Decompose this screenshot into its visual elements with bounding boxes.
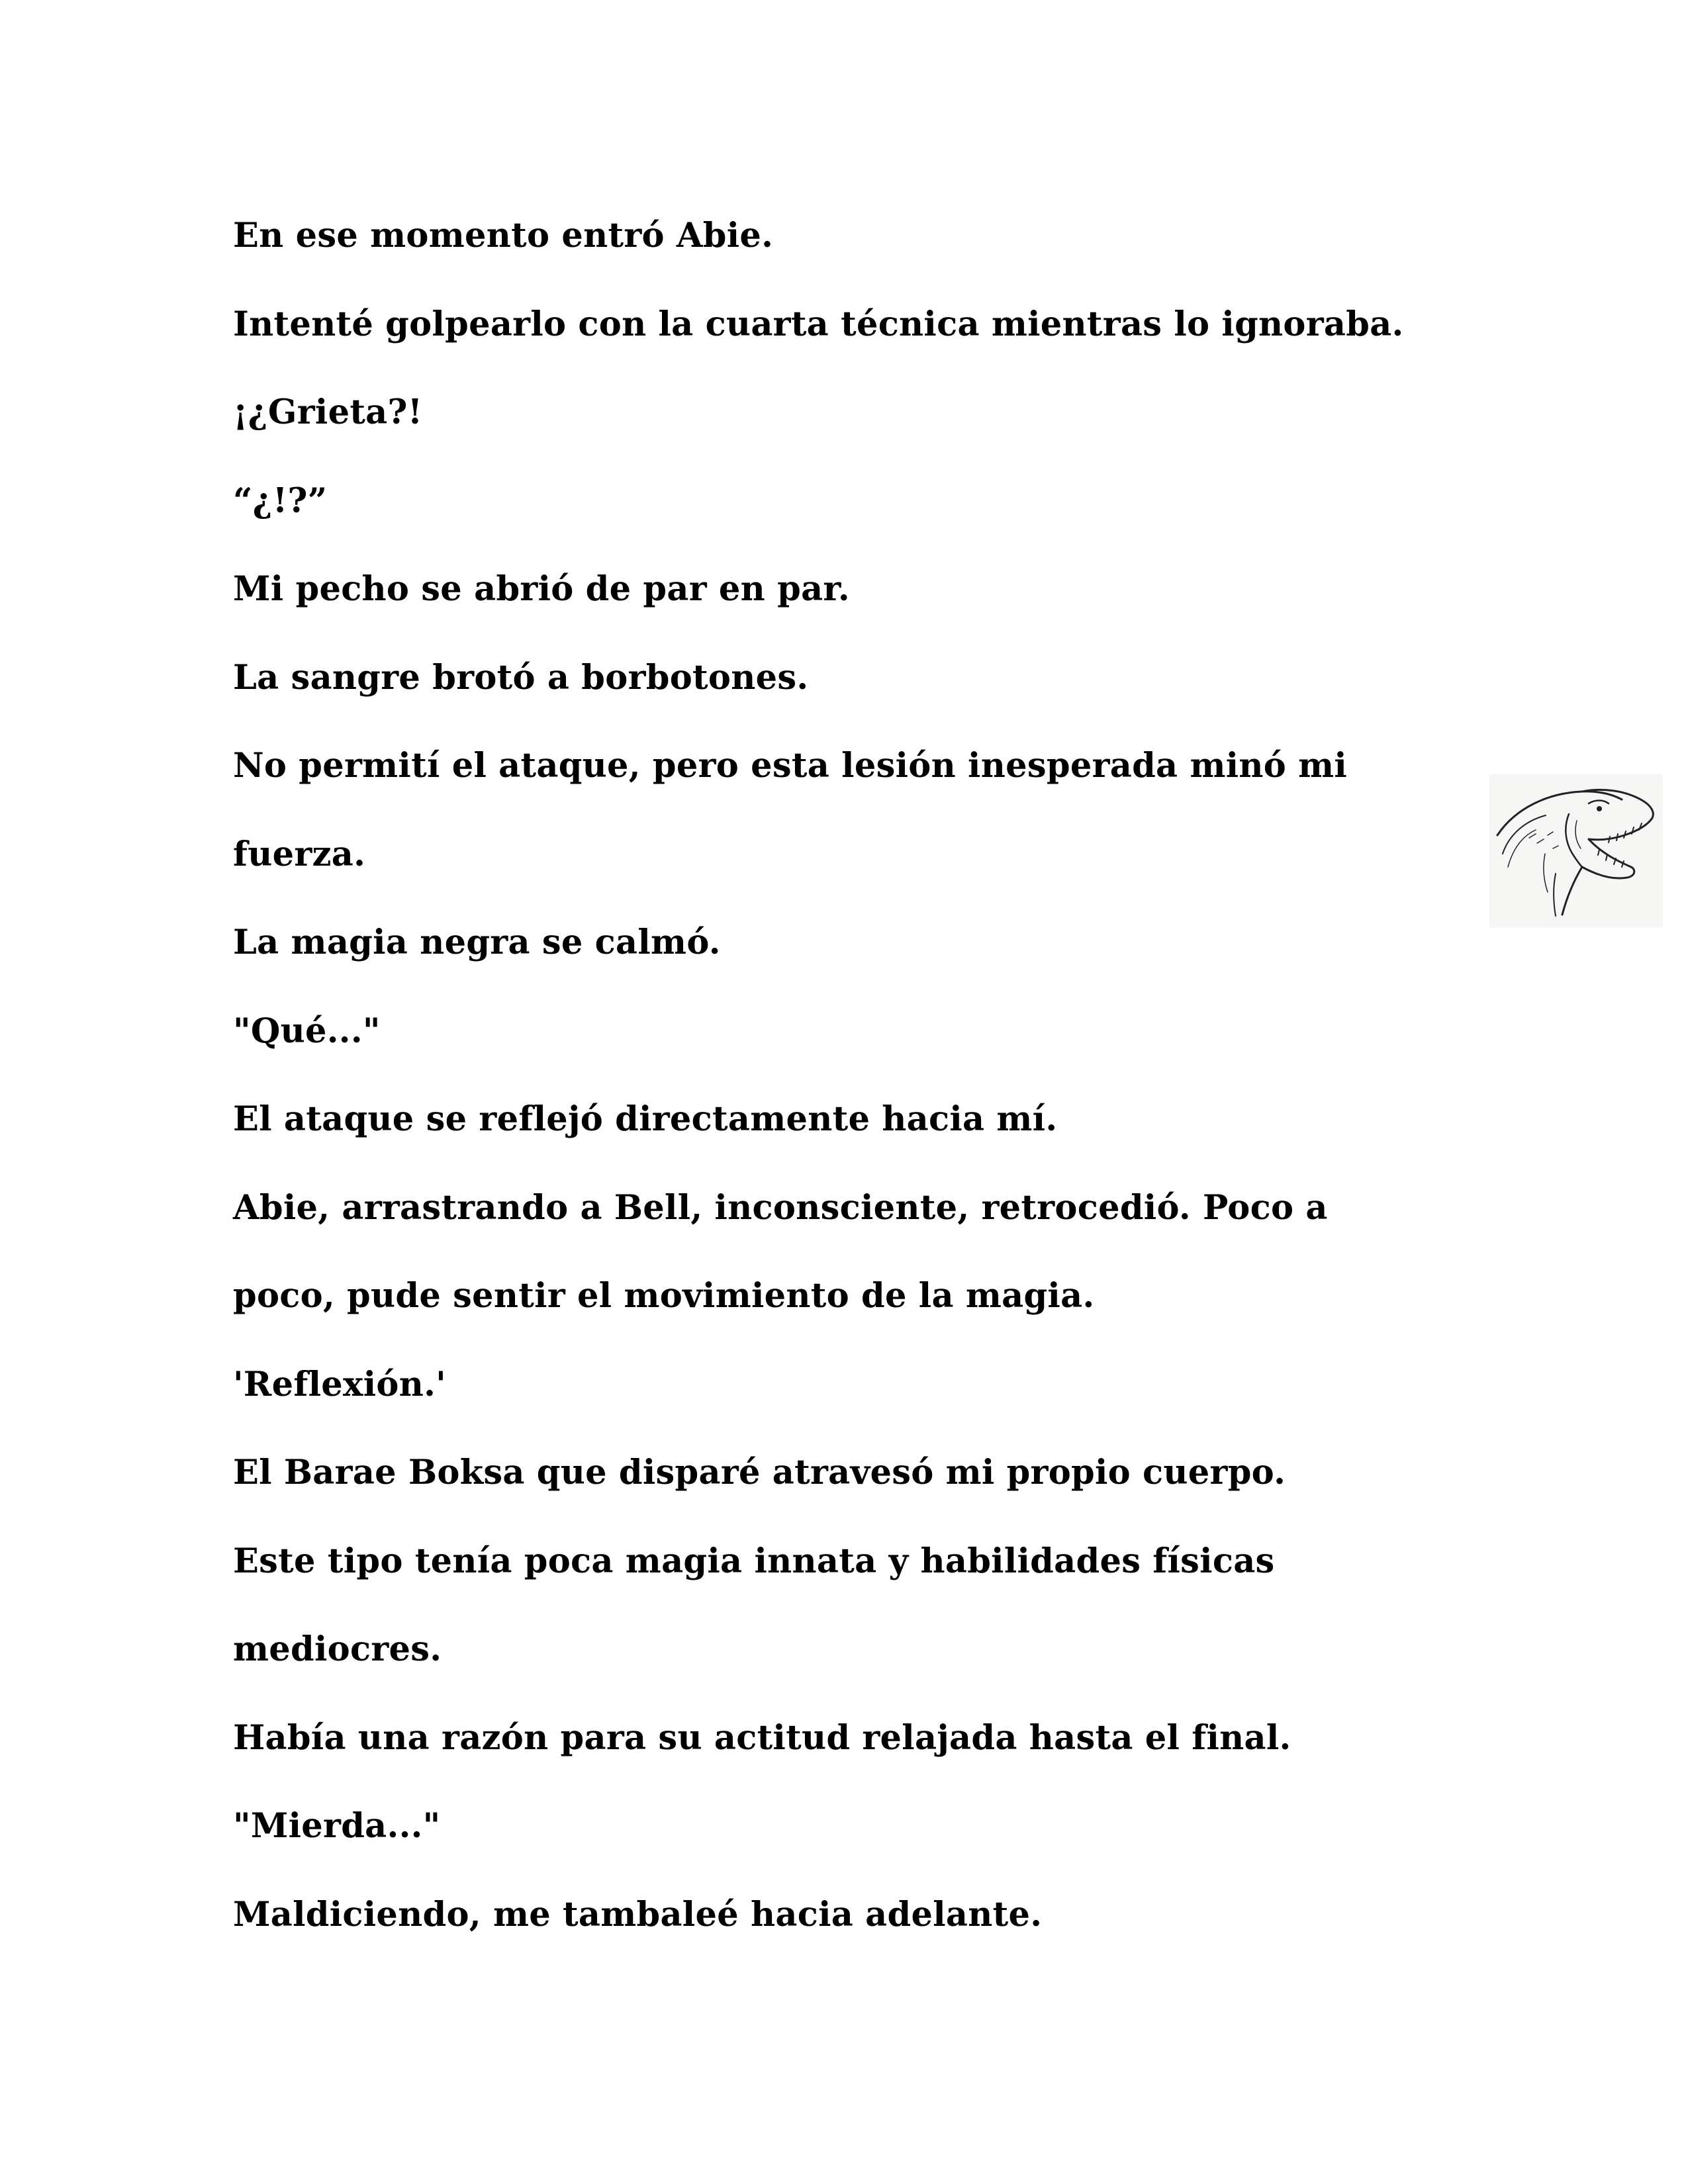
text-line: Abie, arrastrando a Bell, inconsciente, retrocedió. Poco a [233,1187,1328,1228]
text-line: mediocres. [233,1629,442,1669]
text-line: Mi pecho se abrió de par en par. [233,569,850,609]
body-text [233,192,1464,1959]
text-line: Intenté golpearlo con la cuarta técnica mientras lo ignoraba. [233,304,1404,344]
text-line: ¡¿Grieta?! [233,392,423,432]
text-line: En ese momento entró Abie. [233,216,774,255]
text-line: La sangre brotó a borbotones. [233,657,809,698]
text-line: "Qué..." [233,1011,381,1051]
text-line: fuerza. [233,834,366,874]
text-line: 'Reflexión.' [233,1364,447,1404]
text-line: Había una razón para su actitud relajada hasta el final. [233,1717,1291,1758]
text-line: “¿!?” [233,480,328,521]
text-line: Este tipo tenía poca magia innata y habilidades físicas [233,1541,1275,1581]
text-line: "Mierda..." [233,1806,441,1846]
text-line: El Barae Boksa que disparé atravesó mi propio cuerpo. [233,1453,1286,1492]
text-line: No permití el ataque, pero esta lesión inesperada minó mi [233,746,1348,786]
text-line: La magia negra se calmó. [233,923,721,962]
text-line: Maldiciendo, me tambaleé hacia adelante. [233,1894,1043,1934]
text-line: El ataque se reflejó directamente hacia mí. [233,1099,1058,1139]
dinosaur-head-sketch-icon [1489,774,1663,928]
text-line: poco, pude sentir el movimiento de la magia. [233,1276,1095,1316]
